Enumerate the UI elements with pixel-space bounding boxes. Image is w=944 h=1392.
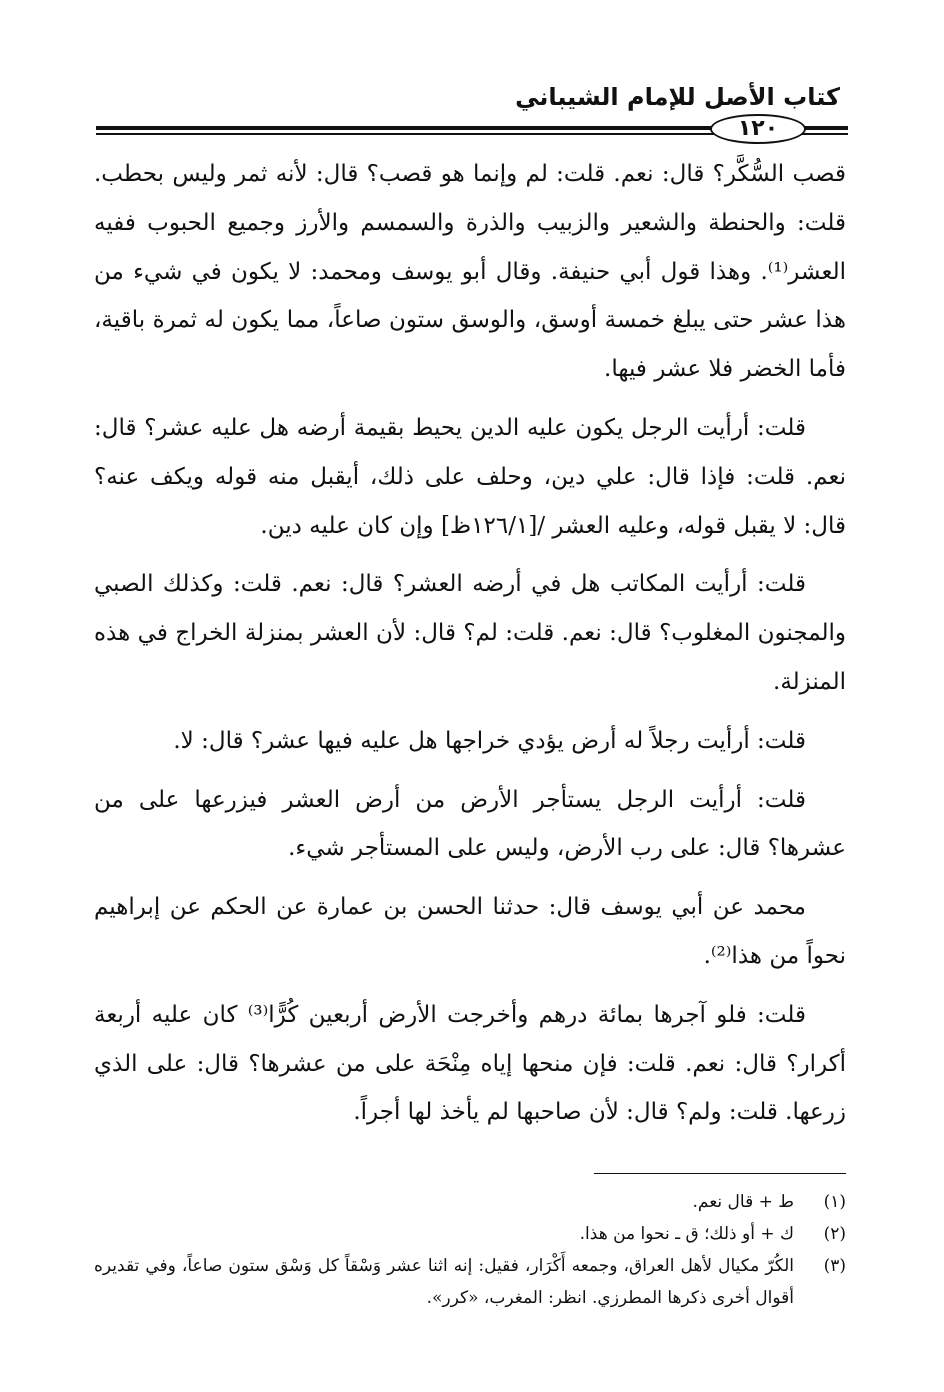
paragraph-7: قلت: فلو آجرها بمائة درهم وأخرجت الأرض أربعين كُرًّا⁽³⁾ كان عليه أربعة أكرار؟ قال: نعم. قلت: فإن منحها إياه مِنْحَة على من عشرها؟ قال: على الذي زرعها. قلت: ولم؟ قال: لأن صاحبها لم يأخذ لها أجراً.	[94, 1001, 846, 1126]
footnote-2	[94, 1218, 846, 1250]
paragraph-2: قلت: أرأيت الرجل يكون عليه الدين يحيط بقيمة أرضه هل عليه عشر؟ قال: نعم. قلت: فإذا قال: علي دين، وحلف على ذلك، أيقبل منه قوله ويكف عنه؟ قال: لا يقبل قوله، وعليه العشر /[١٢٦/١ظ] وإن كان عليه دين.	[94, 414, 846, 539]
paragraph-5: قلت: أرأيت الرجل يستأجر الأرض من أرض العشر فيزرعها على من عشرها؟ قال: على رب الأرض، وليس على المستأجر شيء.	[94, 786, 846, 862]
footnote-number: (٢)	[823, 1224, 846, 1244]
main-text	[94, 150, 846, 1137]
footnote-1	[94, 1186, 846, 1218]
paragraph-4: قلت: أرأيت رجلاً له أرض يؤدي خراجها هل عليه فيها عشر؟ قال: لا.	[173, 727, 806, 754]
footnote-text: الكُرّ مكيال لأهل العراق، وجمعه أَكْرَار، فقيل: إنه اثنا عشر وَسْقاً كل وَسْق ستون صاعاً، وفي تقديره أقوال أخرى ذكرها المطرزي. انظر: المغرب، «كرر».	[94, 1256, 794, 1308]
running-header-title: كتاب الأصل للإمام الشيباني	[515, 83, 840, 111]
footnotes	[94, 1186, 846, 1314]
footnote-number: (٣)	[823, 1256, 846, 1276]
footnote-separator	[594, 1173, 846, 1174]
footnote-3	[94, 1250, 846, 1314]
footnote-number: (١)	[823, 1192, 846, 1212]
page-number: ١٢٠	[710, 114, 806, 144]
footnote-text: ك + أو ذلك؛ ق ـ نحوا من هذا.	[579, 1224, 794, 1244]
paragraph-3: قلت: أرأيت المكاتب هل في أرضه العشر؟ قال: نعم. قلت: وكذلك الصبي والمجنون المغلوب؟ قال: نعم. قلت: لم؟ قال: لأن العشر بمنزلة الخراج في هذه المنزلة.	[94, 571, 846, 695]
paragraph-6: محمد عن أبي يوسف قال: حدثنا الحسن بن عمارة عن الحكم عن إبراهيم نحواً من هذا⁽²⁾.	[94, 894, 846, 969]
paragraph-1: قصب السُّكَّر؟ قال: نعم. قلت: لم وإنما هو قصب؟ قال: لأنه ثمر وليس بحطب. قلت: والحنطة والشعير والزبيب والذرة والسمسم والأرز وجميع الحبوب ففيه العشر⁽¹⁾. وهذا قول أبي حنيفة. وقال أبو يوسف ومحمد: لا يكون في شيء من هذا عشر حتى يبلغ خمسة أوسق، والوسق ستون صاعاً، مما يكون له ثمرة باقية، فأما الخضر فلا عشر فيها.	[94, 161, 846, 383]
footnote-text: ط + قال نعم.	[692, 1192, 794, 1212]
